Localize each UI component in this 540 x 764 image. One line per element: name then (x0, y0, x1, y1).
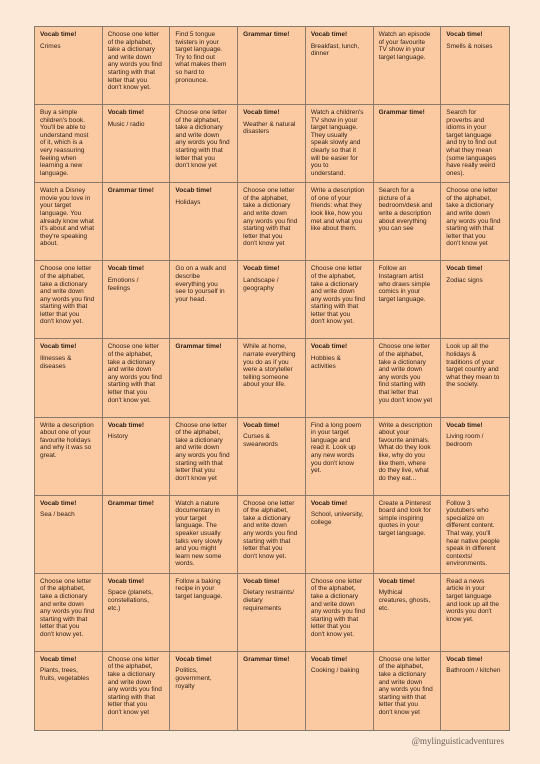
cell-text: Bathroom / kitchen (446, 667, 501, 675)
grid-cell (103, 652, 171, 730)
cell-text: Living room / bedroom (446, 433, 484, 448)
cell-text: Sea / beach (40, 511, 75, 519)
cell-text: Choose one letter of the alphabet, take a dictionary and write down any words you find starting with that letter that you don't know yet. (107, 31, 162, 92)
cell-text: Crimes (40, 42, 61, 50)
grid-cell (35, 105, 103, 183)
grid-cell (35, 183, 103, 261)
grid-cell (35, 418, 103, 496)
grid-cell (35, 261, 103, 339)
cell-text: Choose one letter of the alphabet, take a dictionary and write down any words you find starting with that letter that you don't know yet (446, 187, 501, 248)
grid-cell (238, 27, 306, 105)
cell-text: Emotions / feelings (107, 276, 139, 292)
grid-cell (103, 105, 171, 183)
grid-cell (170, 418, 238, 496)
grid-cell (238, 574, 306, 652)
cell-text: Watch a Disney movie you love in your target language. You already know what it's about and what they're speaking about. (40, 187, 94, 248)
cell-title: Vocab time! (40, 31, 77, 38)
cell-text: Choose one letter of the alphabet, take a dictionary and write down any words you find starting with that letter that you don't know yet. (310, 577, 366, 638)
cell-text: School, university, college (310, 511, 364, 526)
grid-cell (103, 261, 171, 339)
grid-cell (374, 27, 442, 105)
grid-cell (103, 339, 171, 417)
grid-cell (103, 496, 171, 574)
cell-title: Vocab time! (107, 265, 145, 273)
grid-cell (306, 339, 374, 417)
grid-cell (170, 105, 238, 183)
cell-title: Grammar time! (107, 499, 154, 507)
cell-text: Find 5 tongue twisters in your target language. Try to find out what makes them so hard to pronounce. (175, 31, 227, 84)
cell-text: Choose one letter of the alphabet, take a dictionary and write down any words you find starting with that letter that you don't know yet. (243, 499, 298, 560)
cell-title: Vocab time! (107, 421, 145, 429)
grid-cell (441, 652, 509, 730)
cell-text: Space (planets, constellations, etc.) (107, 589, 153, 612)
cell-title: Vocab time! (310, 499, 348, 507)
cell-text: Landscape / geography (243, 276, 279, 292)
grid-cell (374, 496, 442, 574)
grid-cell (170, 339, 238, 417)
cell-title: Vocab time! (446, 421, 483, 429)
grid-cell (374, 652, 442, 730)
grid-cell (374, 339, 442, 417)
cell-text: Go on a walk and describe everything you see to yourself in your head. (175, 265, 227, 303)
cell-title: Vocab time! (175, 187, 212, 195)
grid-cell (374, 261, 442, 339)
cell-text: Choose one letter of the alphabet, take a dictionary and write down any words you find starting with that letter that you don't know yet (378, 343, 433, 404)
grid-cell (238, 418, 306, 496)
grid-cell (306, 418, 374, 496)
cell-text: Choose one letter of the alphabet, take a dictionary and write down any words you find starting with that letter that you don't know yet. (40, 577, 95, 638)
grid-cell (170, 183, 238, 261)
cell-title: Vocab time! (446, 31, 483, 38)
cell-text: Watch a children's TV show in your target language. They usually speak slowly and clearly so that it will be easier for you to understand. (310, 109, 364, 177)
cell-text: Politics, government, royalty (175, 667, 212, 690)
cell-title: Vocab time! (446, 265, 483, 273)
grid-cell (238, 339, 306, 417)
credit-watermark: @mylinguisticadventures (411, 736, 504, 746)
cell-title: Vocab time! (40, 343, 77, 351)
cell-text: History (107, 433, 128, 441)
cell-title: Vocab time! (40, 655, 77, 663)
cell-title: Grammar time! (243, 655, 290, 663)
grid-cell (306, 27, 374, 105)
cell-text: Follow 3 youtubers who specialize on different content. That way, you'll hear native people speak in different contexts/ environments. (446, 499, 500, 568)
cell-title: Grammar time! (107, 187, 154, 195)
cell-text: Search for a picture of a bedroom/desk and write a description about everything you can see (378, 187, 433, 233)
challenge-grid (34, 26, 510, 731)
grid-cell (441, 574, 509, 652)
cell-text: Choose one letter of the alphabet, take a dictionary and write down any words you find starting with that letter that you don't know yet. (40, 265, 95, 326)
cell-text: Follow an Instagram artist who draws simple comics in your target language. (378, 265, 431, 303)
cell-text: Buy a simple children's book. You'll be able to understand most of it, which is a very reassuring feeling when learning a new language. (40, 109, 89, 177)
cell-text: Weather & natural disasters (243, 120, 296, 136)
cell-text: Write a description about one of your favourite holidays and why it was so great. (40, 421, 94, 459)
grid-cell (35, 574, 103, 652)
cell-title: Vocab time! (107, 577, 145, 585)
cell-title: Vocab time! (243, 421, 280, 429)
cell-text: Holidays (175, 198, 201, 206)
cell-title: Vocab time! (310, 343, 348, 351)
grid-cell (170, 261, 238, 339)
cell-text: Create a Pinterest board and look for simple inspiring quotes in your target language. (378, 499, 431, 538)
cell-text: Zodiac signs (446, 276, 483, 284)
grid-cell (441, 418, 509, 496)
grid-cell (374, 418, 442, 496)
cell-title: Vocab time! (446, 655, 483, 663)
cell-text: Plants, trees, fruits, vegetables (40, 667, 90, 683)
cell-text: Curses & swearwords (243, 433, 278, 448)
cell-title: Vocab time! (243, 109, 280, 117)
grid-cell (238, 496, 306, 574)
cell-title: Vocab time! (175, 655, 212, 663)
cell-text: Read a news article in your target language and look up all the words you don't know yet. (446, 577, 500, 623)
cell-text: Illnesses & diseases (40, 355, 72, 370)
cell-title: Vocab time! (378, 577, 415, 585)
cell-text: Watch an episode of your favourite TV show in your target language. (378, 31, 431, 61)
cell-text: Smells & noises (446, 42, 493, 50)
cell-text: Choose one letter of the alphabet, take a dictionary and write down any words you find starting with that letter that you don't know yet (175, 421, 230, 482)
cell-text: Search for proverbs and idioms in your target language and try to find out what they mean (some languages have really weird ones). (446, 109, 497, 177)
grid-cell (238, 105, 306, 183)
grid-cell (170, 652, 238, 730)
cell-text: Look up all the holidays & traditions of your target country and what they mean to the society. (446, 343, 500, 389)
grid-cell (103, 183, 171, 261)
grid-cell (374, 183, 442, 261)
grid-cell (441, 105, 509, 183)
grid-cell (238, 652, 306, 730)
grid-cell (103, 574, 171, 652)
cell-text: Cooking / baking (310, 667, 360, 675)
grid-cell (374, 105, 442, 183)
grid-cell (103, 27, 171, 105)
cell-title: Vocab time! (107, 109, 145, 117)
grid-cell (170, 574, 238, 652)
grid-cell (441, 183, 509, 261)
grid-cell (35, 339, 103, 417)
cell-text: Choose one letter of the alphabet, take a dictionary and write down any words you find starting with that letter that you don't know yet. (310, 265, 366, 326)
grid-cell (441, 339, 509, 417)
grid-cell (306, 261, 374, 339)
grid-cell (441, 261, 509, 339)
grid-cell (238, 261, 306, 339)
grid-cell (306, 105, 374, 183)
cell-text: Write a description of one of your friends: what they look like, how you met and what you like about them. (310, 187, 365, 233)
cell-title: Vocab time! (310, 655, 348, 663)
cell-text: Follow a baking recipe in your target language. (175, 577, 223, 600)
grid-cell (170, 496, 238, 574)
grid-cell (238, 183, 306, 261)
cell-title: Grammar time! (175, 343, 222, 351)
cell-text: Write a description about your favourite animals. What do they look like, why do you like them, where do they live, what do they eat... (378, 421, 433, 482)
grid-cell (35, 27, 103, 105)
grid-cell (35, 652, 103, 730)
cell-text: While at home, narrate everything you do as if you were a storyteller telling someone about your life. (243, 343, 296, 389)
grid-cell (374, 574, 442, 652)
cell-text: Hobbies & activities (310, 355, 341, 370)
cell-text: Breakfast, lunch, dinner (310, 42, 360, 58)
cell-text: Mythical creatures, ghosts, etc. (378, 589, 431, 612)
grid-cell (441, 27, 509, 105)
cell-text: Choose one letter of the alphabet, take a dictionary and write down any words you find starting with that letter that you don't know yet (378, 655, 433, 717)
cell-text: Choose one letter of the alphabet, take a dictionary and write down any words you find starting with that letter that you don't know yet. (107, 343, 162, 404)
cell-text: Choose one letter of the alphabet, take a dictionary and write down any words you find starting with that letter that you don't know yet (175, 109, 230, 170)
grid-cell (103, 418, 171, 496)
cell-title: Vocab time! (243, 265, 280, 273)
cell-text: Choose one letter of the alphabet, take a dictionary and write down any words you find starting with that letter that you don't know yet (243, 187, 298, 248)
cell-title: Vocab time! (243, 577, 280, 585)
cell-text: Music / radio (107, 120, 145, 128)
grid-cell (306, 496, 374, 574)
grid-cell (170, 27, 238, 105)
cell-text: Dietary restraints/ dietary requirements (243, 589, 295, 612)
cell-title: Vocab time! (40, 499, 77, 507)
grid-cell (35, 496, 103, 574)
cell-text: Find a long poem in your target language and read it. Look up any new words you don't know yet. (310, 421, 362, 475)
grid-cell (306, 652, 374, 730)
cell-text: Watch a nature documentary in your target language. The speaker usually talks very slowly and you might learn new some words. (175, 499, 223, 568)
cell-text: Choose one letter of the alphabet, take a dictionary and write down any words you find starting with that letter that you don't know yet (107, 655, 162, 717)
cell-title: Grammar time! (378, 109, 425, 117)
cell-title: Grammar time! (243, 31, 290, 38)
cell-title: Vocab time! (310, 31, 348, 38)
grid-cell (306, 574, 374, 652)
grid-cell (441, 496, 509, 574)
grid-cell (306, 183, 374, 261)
